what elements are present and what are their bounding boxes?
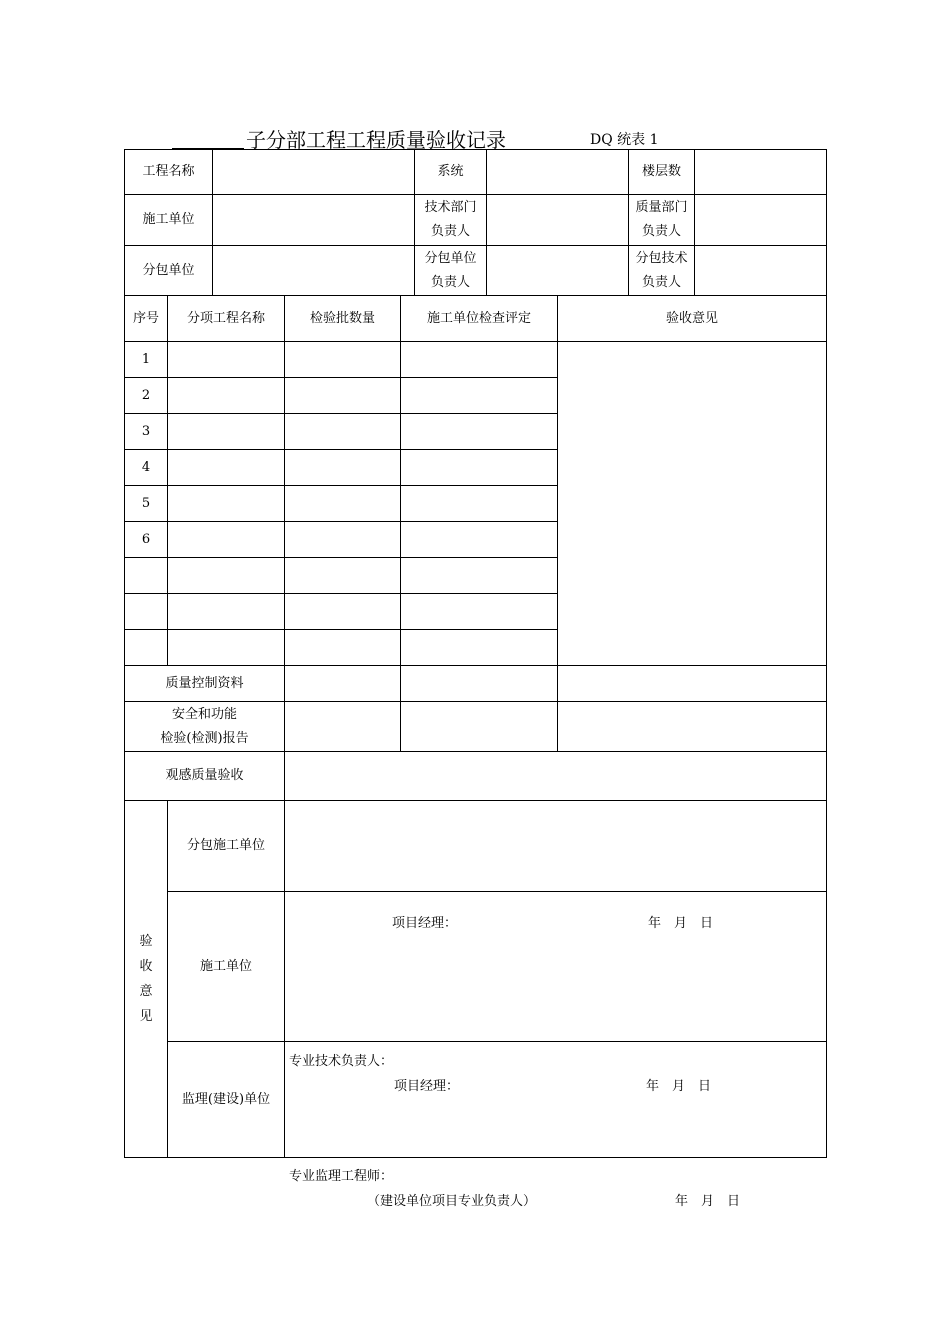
quality-dept-line-1: 质量部门 <box>635 200 688 215</box>
inspection-table <box>124 295 827 1209</box>
row-self-check-cell[interactable] <box>401 450 558 486</box>
construction-unit-label: 施工单位 <box>125 195 213 246</box>
acceptance-char: 验 <box>139 934 153 949</box>
system-label: 系统 <box>415 150 487 195</box>
row-self-check-cell[interactable] <box>401 558 558 594</box>
tech-dept-line-2: 负责人 <box>430 224 470 239</box>
quality-docs-label: 质量控制资料 <box>125 666 285 702</box>
acceptance-char: 收 <box>139 959 153 974</box>
safety-report-label <box>125 702 285 752</box>
sub-unit-field[interactable] <box>213 246 415 296</box>
form-code: DQ 统表 1 <box>590 132 659 148</box>
row-batch-count-cell[interactable] <box>285 558 401 594</box>
floors-label: 楼层数 <box>629 150 695 195</box>
title-blank-line[interactable] <box>172 124 244 149</box>
tech-dept-field[interactable] <box>487 195 629 246</box>
row-batch-count-cell[interactable] <box>285 378 401 414</box>
sub-contractor-sign-area[interactable] <box>285 801 827 931</box>
row-seq: 4 <box>125 450 168 486</box>
safety-report-line-2: 检验(检测)报告 <box>160 730 249 746</box>
row-batch-count-cell[interactable] <box>285 594 401 630</box>
owner-lead-label: （建设单位项目专业负责人） <box>367 1193 537 1209</box>
safety-report-check-cell[interactable] <box>401 702 558 752</box>
row-batch-count-cell[interactable] <box>285 630 401 666</box>
row-self-check-cell[interactable] <box>401 522 558 558</box>
acceptance-char: 意 <box>139 984 153 999</box>
row-item-name-cell[interactable] <box>168 522 285 558</box>
row-item-name-cell[interactable] <box>168 342 285 378</box>
appearance-label: 观感质量验收 <box>125 752 285 801</box>
col-header-item-name: 分项工程名称 <box>168 296 285 342</box>
sub-unit-label: 分包单位 <box>125 246 213 296</box>
tech-dept-line-1: 技术部门 <box>424 200 477 215</box>
row-seq <box>125 594 168 630</box>
col-header-batch-count: 检验批数量 <box>285 296 401 342</box>
sub-tech-field[interactable] <box>695 246 827 296</box>
supervisor-label: 监理(建设)单位 <box>168 1042 285 1158</box>
row-batch-count-cell[interactable] <box>285 342 401 378</box>
row-self-check-cell[interactable] <box>401 486 558 522</box>
quality-dept-line-2: 负责人 <box>641 224 681 239</box>
project-info-table <box>124 149 827 296</box>
row-batch-count-cell[interactable] <box>285 450 401 486</box>
quality-docs-check-cell[interactable] <box>401 666 558 702</box>
row-self-check-cell[interactable] <box>401 342 558 378</box>
row-seq: 6 <box>125 522 168 558</box>
system-field[interactable] <box>487 150 629 195</box>
row-self-check-cell[interactable] <box>401 378 558 414</box>
col-header-seq: 序号 <box>125 296 168 342</box>
row-seq: 2 <box>125 378 168 414</box>
project-name-field[interactable] <box>213 150 415 195</box>
date-3[interactable]: 年 月 日 <box>675 1193 741 1209</box>
pm-label-2: 项目经理： <box>394 1078 460 1094</box>
quality-docs-opinion-cell[interactable] <box>558 666 827 702</box>
row-self-check-cell[interactable] <box>401 594 558 630</box>
row-seq: 5 <box>125 486 168 522</box>
row-seq: 1 <box>125 342 168 378</box>
date-2[interactable]: 年 月 日 <box>646 1078 712 1094</box>
row-item-name-cell[interactable] <box>168 414 285 450</box>
sub-tech-line-1: 分包技术 <box>635 250 688 266</box>
project-name-label: 工程名称 <box>125 150 213 195</box>
tech-dept-label <box>415 195 487 246</box>
row-item-name-cell[interactable] <box>168 486 285 522</box>
row-seq <box>125 630 168 666</box>
row-self-check-cell[interactable] <box>401 414 558 450</box>
row-item-name-cell[interactable] <box>168 630 285 666</box>
sub-unit-head-line-1: 分包单位 <box>424 250 477 266</box>
quality-dept-field[interactable] <box>695 195 827 246</box>
contractor-label: 施工单位 <box>168 892 285 1042</box>
page-title: 子分部工程工程质量验收记录 <box>246 128 506 152</box>
safety-report-opinion-cell[interactable] <box>558 702 827 752</box>
pm-label-1: 项目经理： <box>392 916 458 931</box>
sub-unit-head-line-2: 负责人 <box>430 274 470 290</box>
row-seq: 3 <box>125 414 168 450</box>
row-seq <box>125 558 168 594</box>
construction-unit-field[interactable] <box>213 195 415 246</box>
table-row <box>125 342 827 378</box>
sub-contractor-label: 分包施工单位 <box>168 801 285 892</box>
quality-docs-batch-cell[interactable] <box>285 666 401 702</box>
sub-unit-head-field[interactable] <box>487 246 629 296</box>
date-1[interactable]: 年 月 日 <box>648 916 714 931</box>
sup-engineer-label: 专业监理工程师： <box>289 1168 394 1184</box>
floors-field[interactable] <box>695 150 827 195</box>
acceptance-opinion-label <box>125 801 168 1158</box>
appearance-field[interactable] <box>285 752 827 801</box>
sub-unit-head-label <box>415 246 487 296</box>
row-batch-count-cell[interactable] <box>285 522 401 558</box>
acceptance-char: 见 <box>139 1009 153 1024</box>
sub-tech-line-2: 负责人 <box>641 274 681 290</box>
row-item-name-cell[interactable] <box>168 558 285 594</box>
safety-report-line-1: 安全和功能 <box>171 706 237 722</box>
opinion-cell[interactable] <box>558 342 827 666</box>
quality-dept-label <box>629 195 695 246</box>
safety-report-batch-cell[interactable] <box>285 702 401 752</box>
tech-lead-label: 专业技术负责人： <box>289 1053 394 1069</box>
row-batch-count-cell[interactable] <box>285 414 401 450</box>
row-item-name-cell[interactable] <box>168 378 285 414</box>
sub-tech-label <box>629 246 695 296</box>
col-header-opinion: 验收意见 <box>558 296 827 342</box>
row-item-name-cell[interactable] <box>168 594 285 630</box>
col-header-self-check: 施工单位检查评定 <box>401 296 558 342</box>
row-batch-count-cell[interactable] <box>285 486 401 522</box>
row-self-check-cell[interactable] <box>401 630 558 666</box>
contractor-sign-area[interactable] <box>285 892 827 1094</box>
row-item-name-cell[interactable] <box>168 450 285 486</box>
